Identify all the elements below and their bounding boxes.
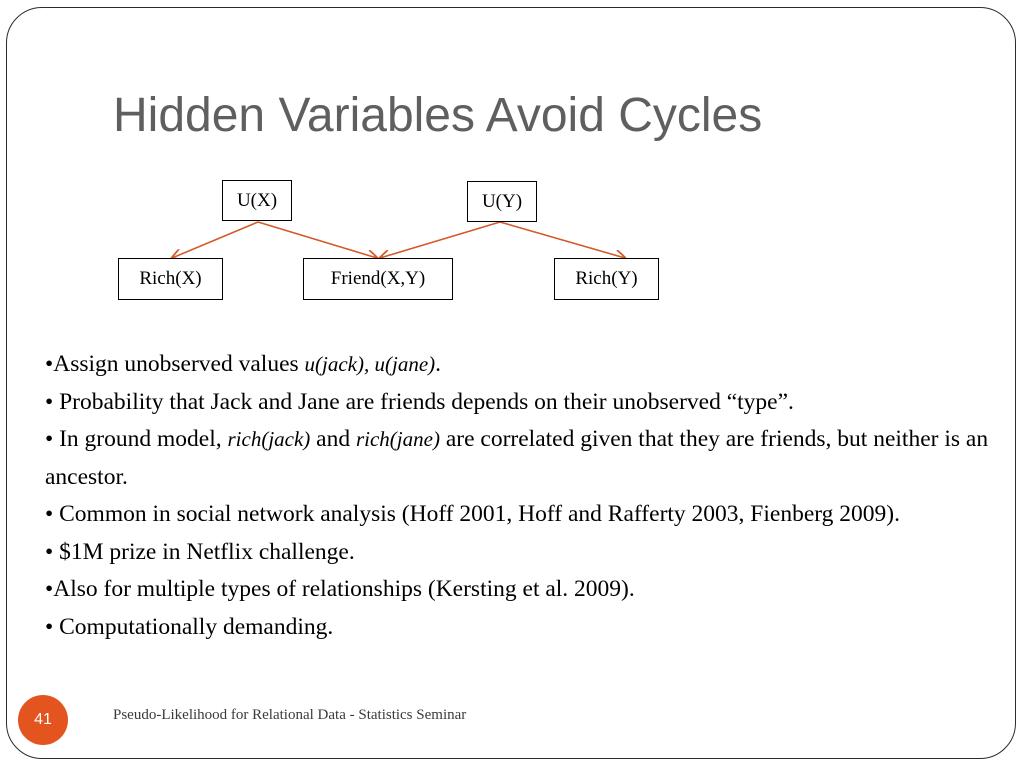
bullet-item: • Probability that Jack and Jane are friends depends on their unobserved “type”. <box>45 388 794 415</box>
slide-footer: Pseudo-Likelihood for Relational Data - Statistics Seminar <box>113 707 467 723</box>
bullet-item: • In ground model, rich(jack) and rich(jane) are correlated given that they are friends, but neither is an ancestor. <box>45 426 989 490</box>
node-rich-x: Rich(X) <box>118 258 223 300</box>
edge-uy-richy <box>500 222 625 258</box>
bullet-item: • Common in social network analysis (Hoff 2001, Hoff and Rafferty 2003, Fienberg 2009). <box>45 501 900 527</box>
bullet-list <box>45 346 995 646</box>
edge-ux-richx <box>172 222 258 258</box>
edge-ux-friend <box>258 222 377 258</box>
bullet-item: • Computationally demanding. <box>45 613 334 640</box>
slide-title: Hidden Variables Avoid Cycles <box>113 89 763 142</box>
node-u-x: U(X) <box>222 180 292 221</box>
slide-number-badge: 41 <box>18 695 68 745</box>
node-rich-y: Rich(Y) <box>554 258 659 300</box>
bullet-item: •Assign unobserved values u(jack), u(jane). <box>45 351 442 377</box>
node-u-y: U(Y) <box>467 181 537 222</box>
node-friend-x-y: Friend(X,Y) <box>303 258 453 300</box>
bullet-item: •Also for multiple types of relationships (Kersting et al. 2009). <box>45 576 635 602</box>
edge-uy-friend <box>380 222 500 258</box>
bullet-item: • $1M prize in Netflix challenge. <box>45 538 355 565</box>
